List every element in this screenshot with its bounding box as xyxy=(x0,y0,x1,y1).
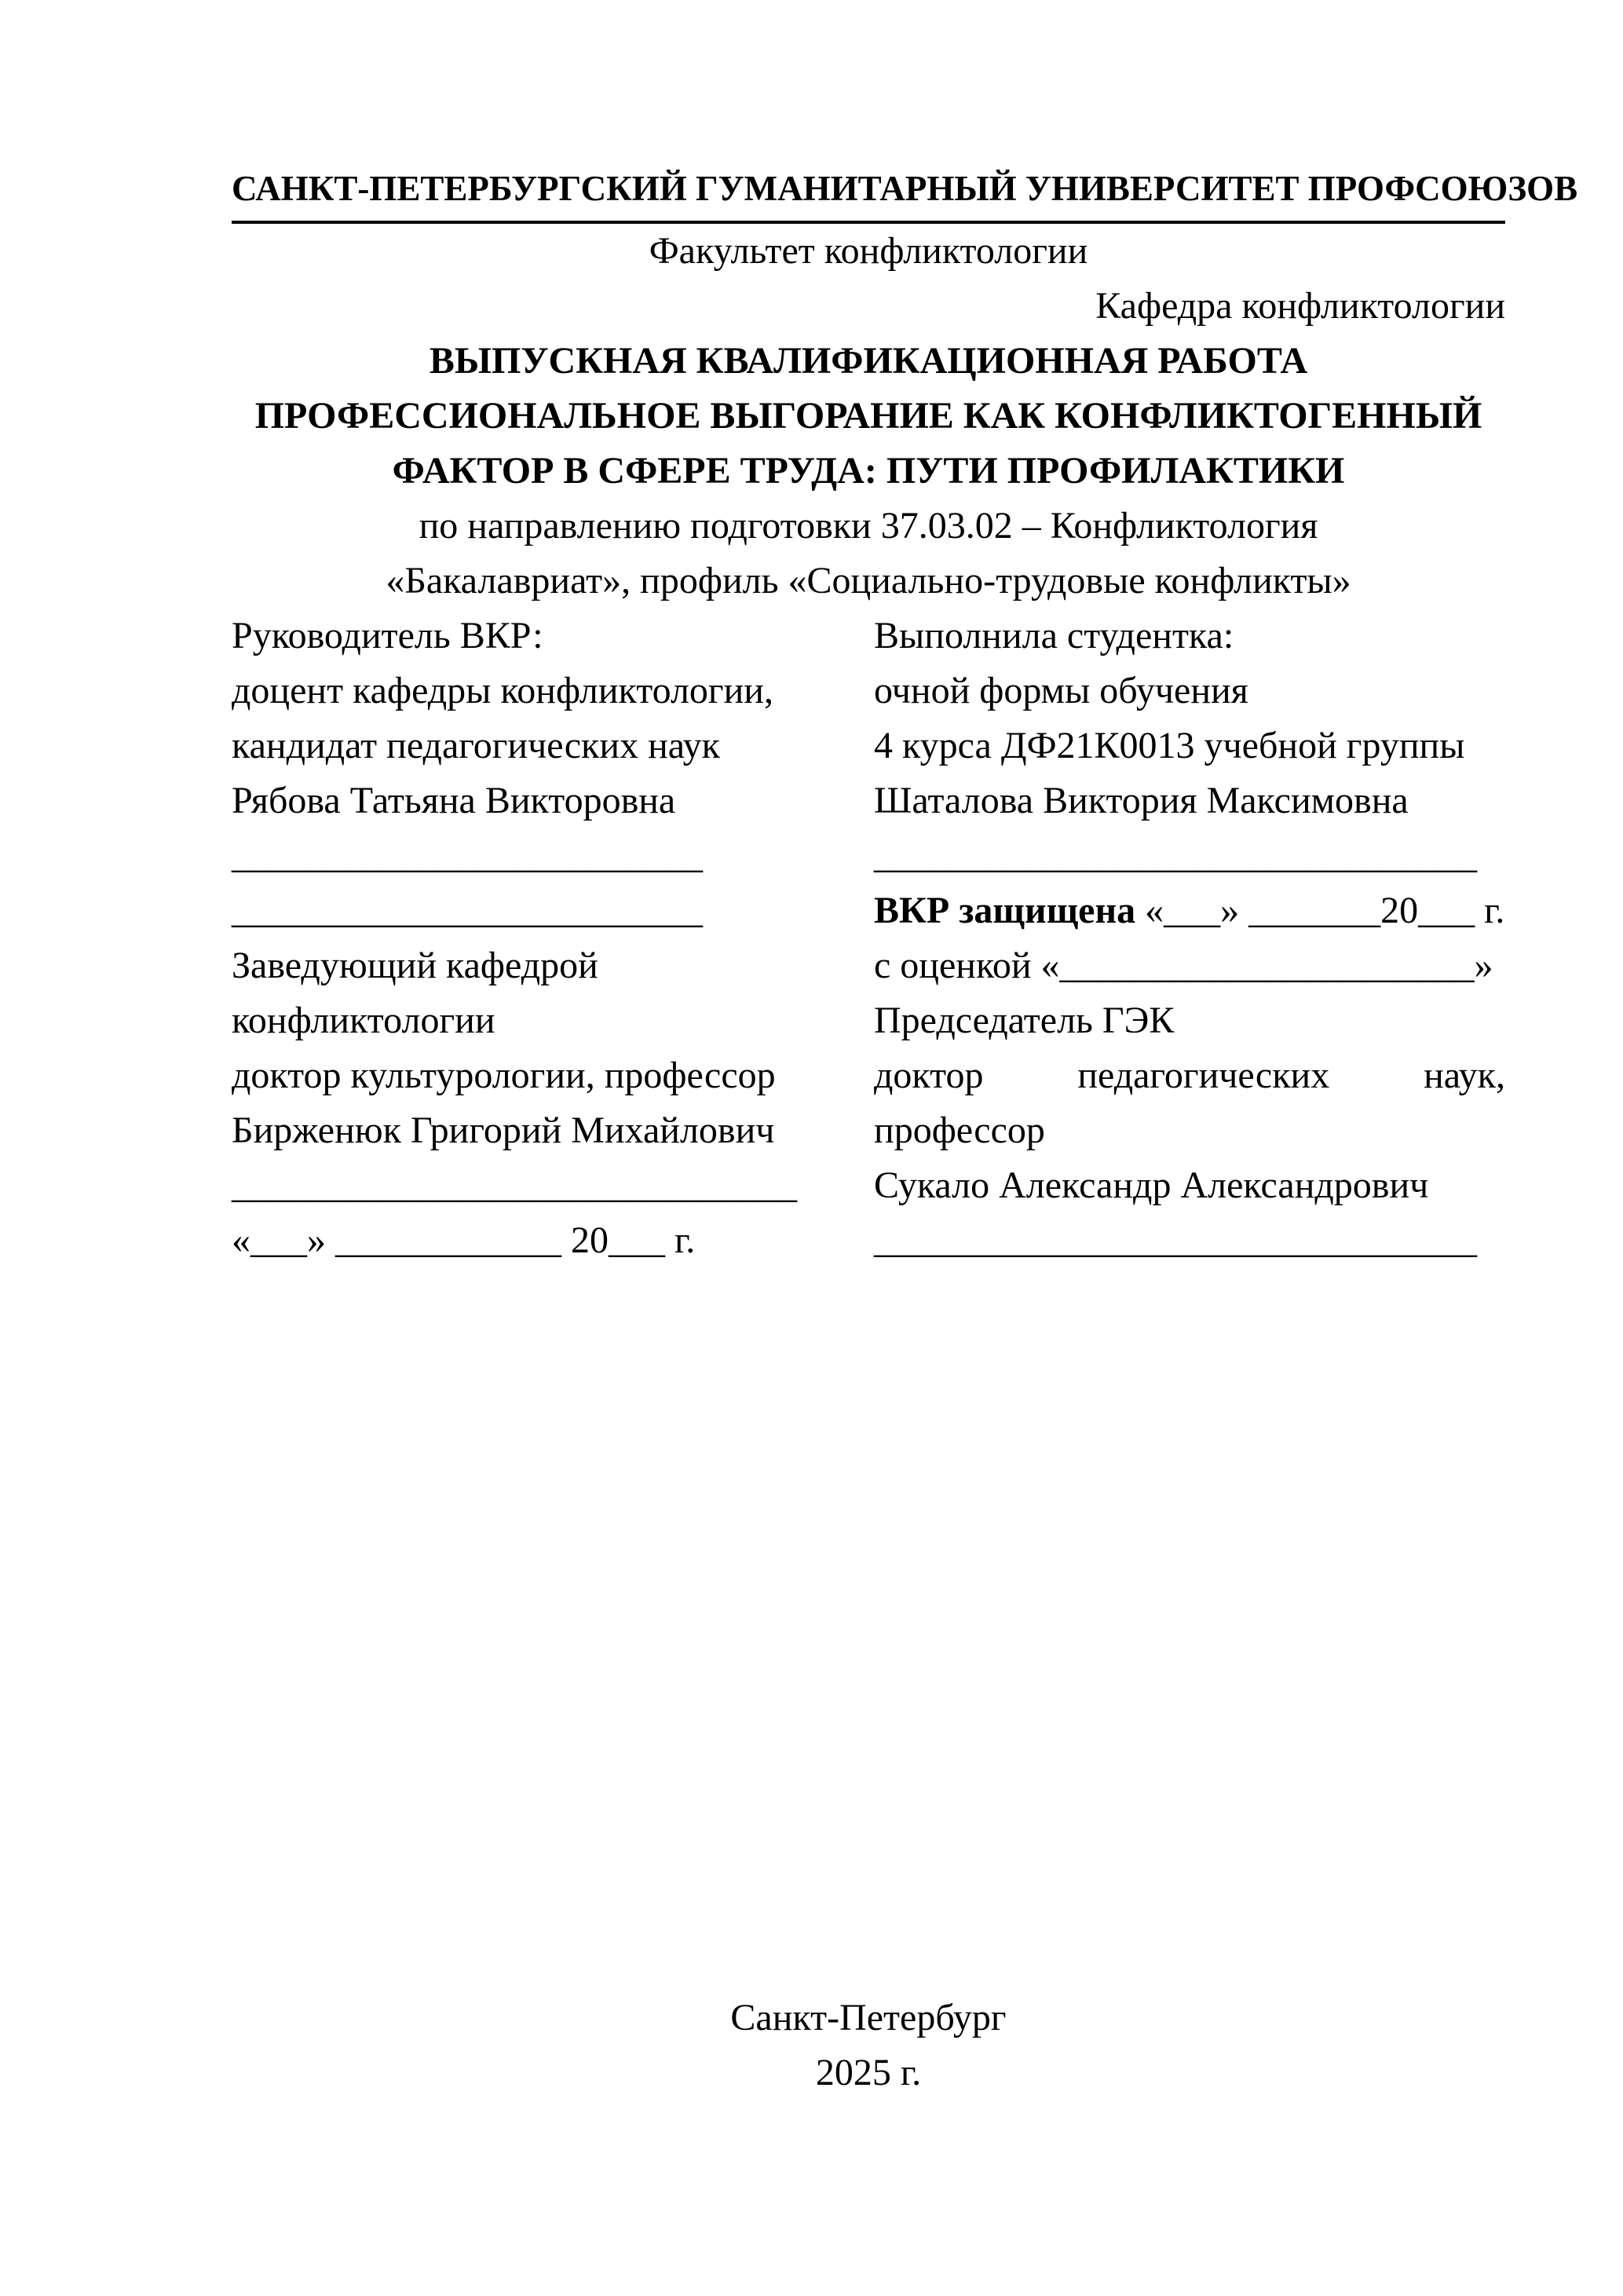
defense-grade-line: с оценкой «______________________» xyxy=(874,945,1493,986)
department-head-label-line2: конфликтологии xyxy=(232,1000,495,1041)
department-head-name: Бирженюк Григорий Михайлович xyxy=(232,1110,775,1151)
department-head-degree: доктор культурологии, профессор xyxy=(232,1055,776,1096)
signature-columns xyxy=(232,609,1505,1268)
university-name: САНКТ-ПЕТЕРБУРГСКИЙ ГУМАНИТАРНЫЙ УНИВЕРСИТЕТ ПРОФСОЮЗОВ xyxy=(232,169,1578,208)
student-signature-line: ________________________________ xyxy=(874,835,1477,876)
program-profile: «Бакалавриат», профиль «Социально-трудовые конфликты» xyxy=(386,560,1351,601)
supervisor-signature-line-2: _________________________ xyxy=(232,890,703,931)
chairman-degree-word-1: доктор xyxy=(874,1055,984,1096)
department-head-label-line1: Заведующий кафедрой xyxy=(232,945,598,986)
supervisor-name: Рябова Татьяна Викторовна xyxy=(232,780,676,821)
chairman-label: Председатель ГЭК xyxy=(874,1000,1175,1041)
defense-date-line xyxy=(874,883,1505,938)
supervisor-column xyxy=(232,609,874,1268)
department-head-date-line: «___» ____________ 20___ г. xyxy=(232,1219,696,1261)
footer-city: Санкт-Петербург xyxy=(730,1997,1007,2038)
thesis-title-line1: ВЫПУСКНАЯ КВАЛИФИКАЦИОННАЯ РАБОТА xyxy=(429,340,1308,382)
student-column xyxy=(874,609,1505,1268)
thesis-title xyxy=(232,334,1505,499)
chairman-degree-word-3: наук, xyxy=(1424,1055,1505,1096)
department-head-signature-line: ______________________________ xyxy=(232,1164,797,1206)
defense-date-label: ВКР защищена xyxy=(874,890,1136,931)
faculty-name: Факультет конфликтологии xyxy=(649,230,1088,272)
defense-date-blanks: «___» _______20___ г. xyxy=(1135,890,1505,931)
thesis-title-line2: ПРОФЕССИОНАЛЬНОЕ ВЫГОРАНИЕ КАК КОНФЛИКТОГЕННЫЙ xyxy=(254,395,1482,437)
chairman-degree-line xyxy=(874,1048,1505,1103)
student-form: очной формы обучения xyxy=(874,670,1248,711)
document-header xyxy=(232,161,1578,224)
supervisor-label: Руководитель ВКР: xyxy=(232,615,543,656)
supervisor-signature-line-1: _________________________ xyxy=(232,835,703,876)
student-name: Шаталова Виктория Максимовна xyxy=(874,780,1409,821)
supervisor-degree: кандидат педагогических наук xyxy=(232,725,720,766)
page-footer xyxy=(232,1991,1505,2100)
student-group: 4 курса ДФ21К0013 учебной группы xyxy=(874,725,1465,766)
footer-year: 2025 г. xyxy=(815,2052,922,2093)
chairman-signature-line: ________________________________ xyxy=(874,1219,1477,1261)
department-name: Кафедра конфликтологии xyxy=(1095,285,1505,327)
thesis-title-line3: ФАКТОР В СФЕРЕ ТРУДА: ПУТИ ПРОФИЛАКТИКИ xyxy=(392,450,1345,492)
program-info xyxy=(232,499,1505,609)
chairman-name: Сукало Александр Александрович xyxy=(874,1164,1429,1206)
program-direction: по направлению подготовки 37.03.02 – Конфликтология xyxy=(419,505,1318,547)
supervisor-position: доцент кафедры конфликтологии, xyxy=(232,670,773,711)
chairman-degree-line2: профессор xyxy=(874,1110,1045,1151)
chairman-degree-word-2: педагогических xyxy=(1077,1055,1330,1096)
student-label: Выполнила студентка: xyxy=(874,615,1234,656)
